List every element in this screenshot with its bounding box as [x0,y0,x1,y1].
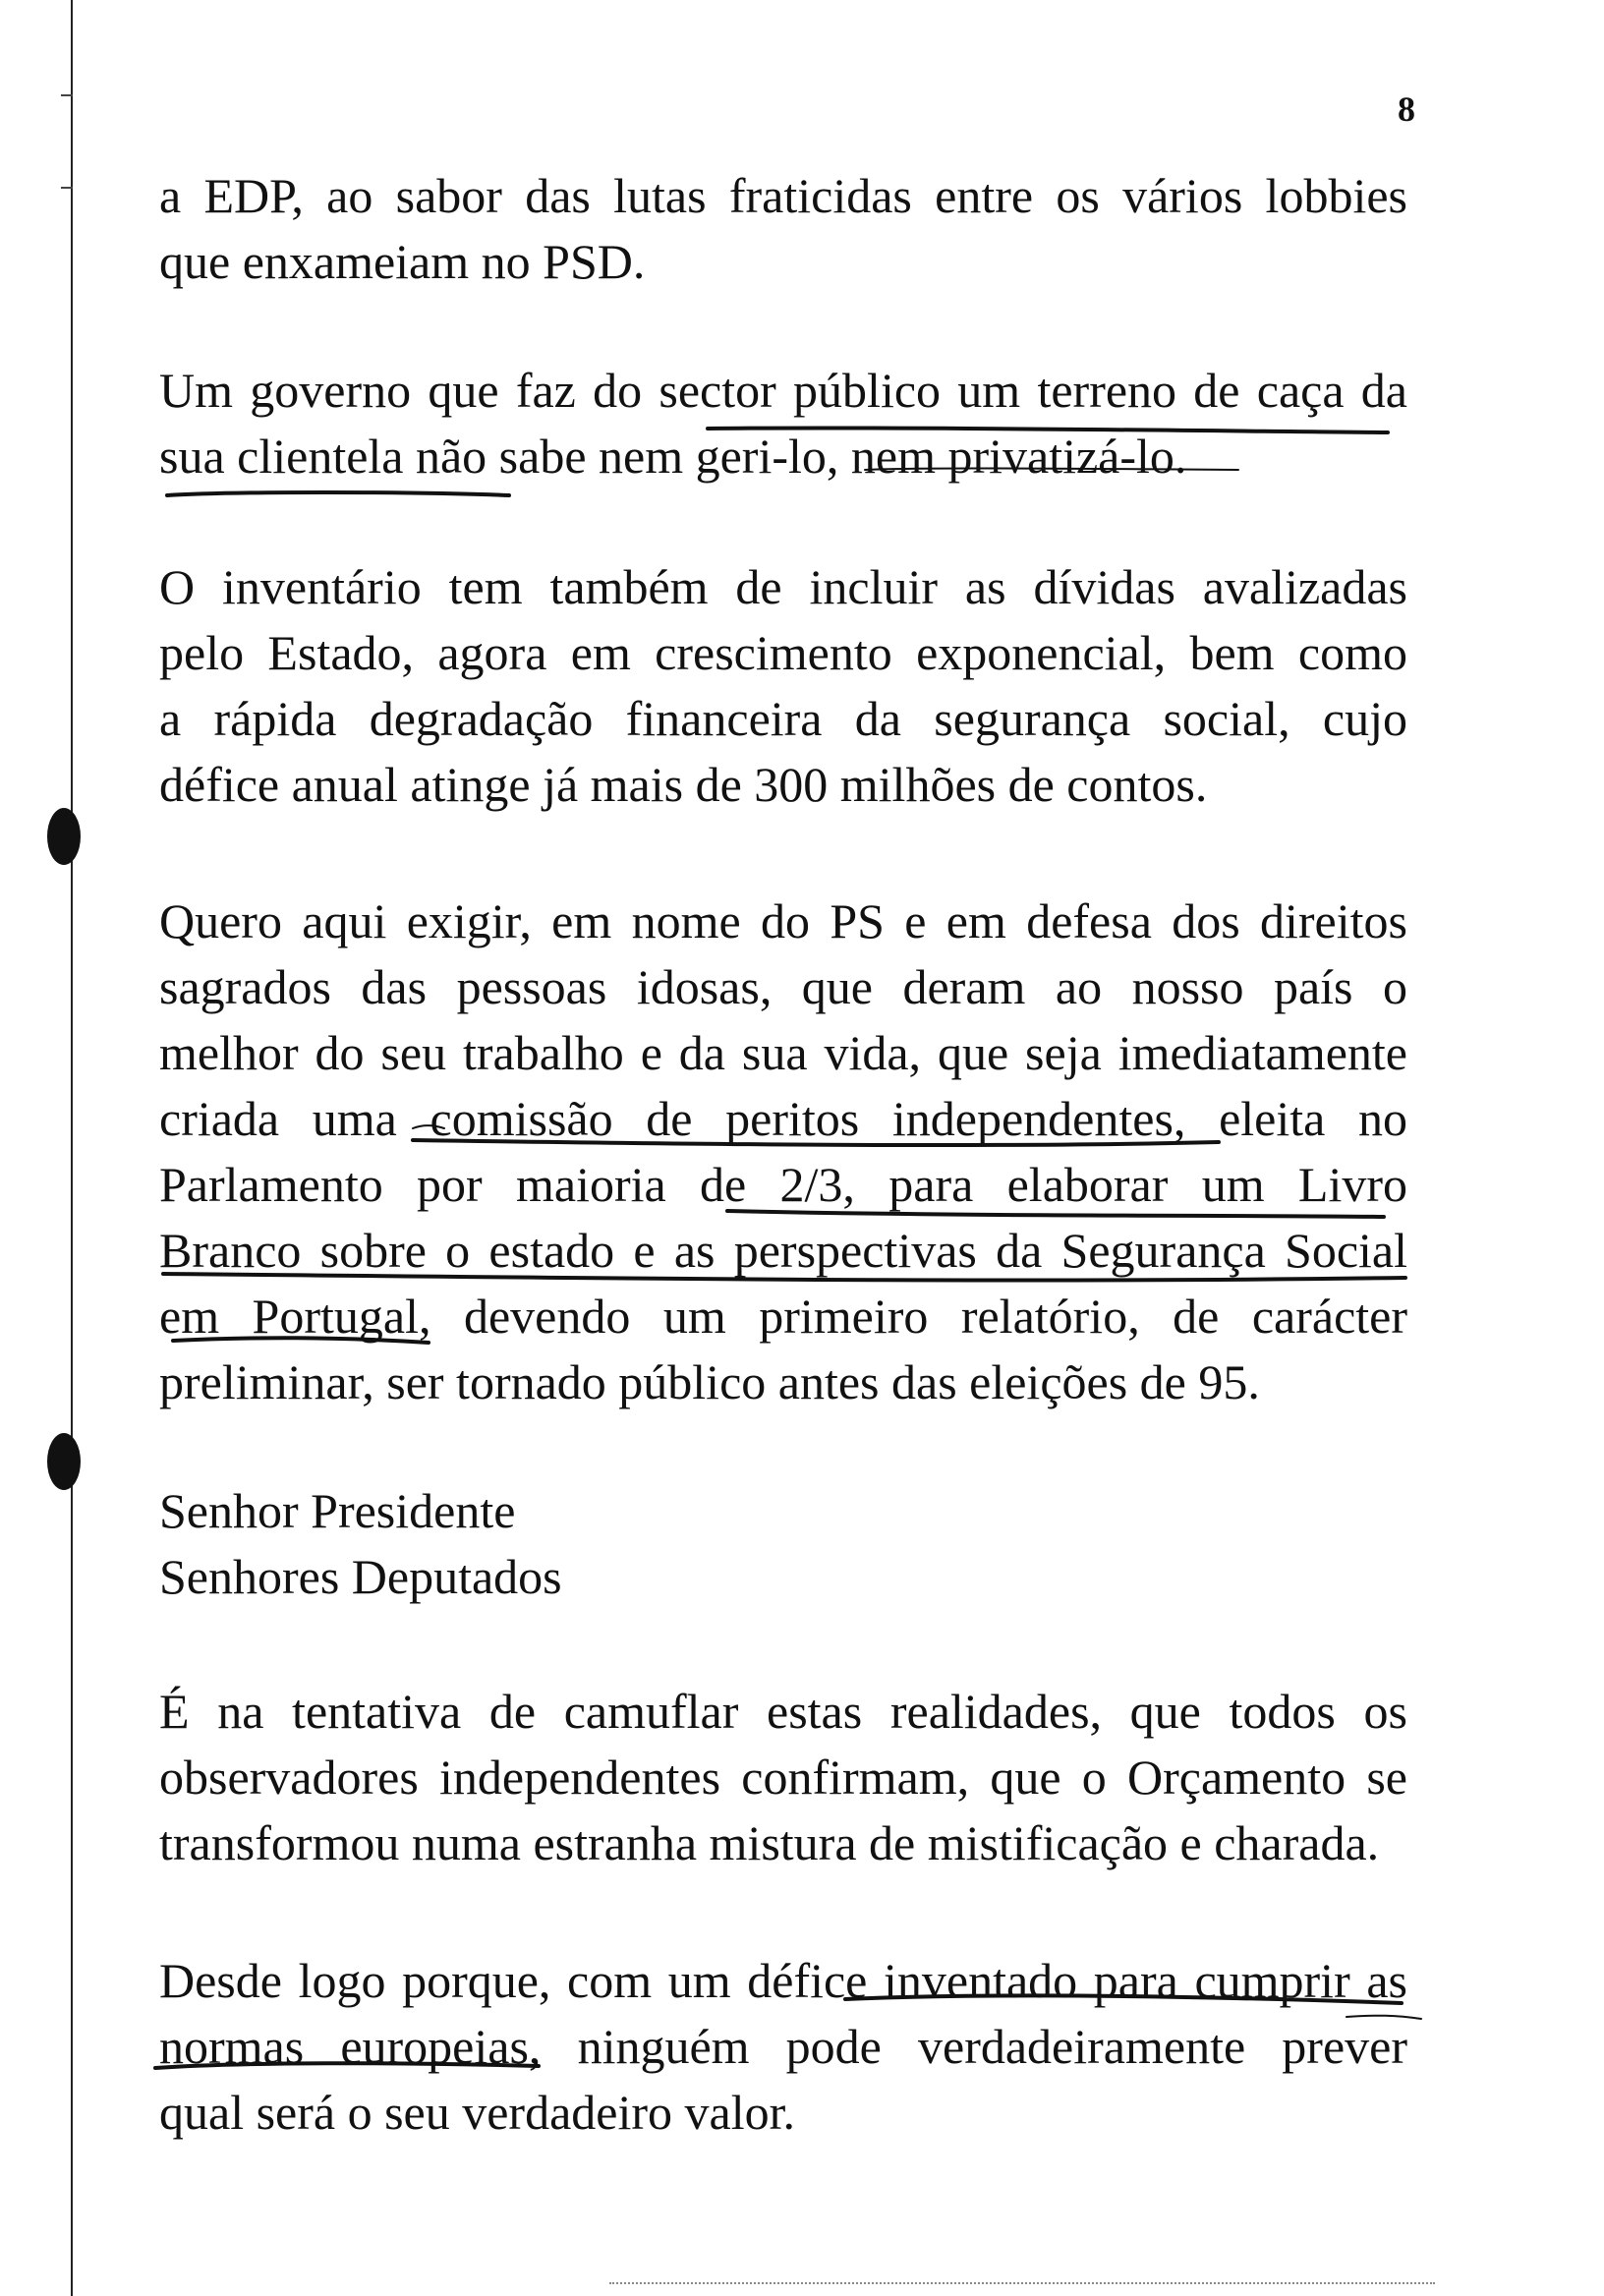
text-line: Quero aqui exigir, em nome do PS e em defesa dos direitos [159,893,1407,948]
text-line: a rápida degradação financeira da segurança social, cujo [159,691,1407,746]
text-line: melhor do seu trabalho e da sua vida, que seja imediatamente [159,1025,1407,1080]
bottom-scan-edge [609,2282,1435,2284]
punch-hole [47,808,81,865]
text-line: Desde logo porque, com um défice inventado para cumprir as [159,1953,1407,2008]
pen-underline [167,492,509,495]
text-line: em Portugal, devendo um primeiro relatório, de carácter [159,1289,1407,1344]
paragraph-3 [159,554,1407,818]
text-line: qual será o seu verdadeiro valor. [159,2085,795,2140]
text-line: normas europeias, ninguém pode verdadeiramente prever [159,2019,1407,2074]
page-left-border [71,0,73,2296]
margin-tick [61,187,73,189]
page-number: 8 [1398,89,1415,129]
text-line: a EDP, ao sabor das lutas fraticidas entre os vários lobbies [159,168,1407,223]
paragraph-2 [159,358,1407,489]
text-line: preliminar, ser tornado público antes das eleições de 95. [159,1354,1260,1409]
text-line: Parlamento por maioria de 2/3, para elaborar um Livro [159,1157,1407,1212]
text-line: Senhor Presidente [159,1483,516,1538]
text-line: défice anual atinge já mais de 300 milhões de contos. [159,757,1208,812]
text-line: Um governo que faz do sector público um terreno de caça da [159,363,1407,418]
text-line: pelo Estado, agora em crescimento exponencial, bem como [159,625,1407,680]
text-line: sua clientela não sabe nem geri-lo, nem privatizá-lo. [159,429,1187,484]
punch-hole [47,1433,81,1490]
text-line: Branco sobre o estado e as perspectivas da Segurança Social [159,1223,1407,1278]
paragraph-1 [159,163,1407,295]
text-line: É na tentativa de camuflar estas realidades, que todos os [159,1684,1407,1739]
paragraph-7 [159,1948,1407,2146]
margin-tick [61,94,73,96]
text-line: O inventário tem também de incluir as dívidas avalizadas [159,559,1407,614]
text-line: Senhores Deputados [159,1549,562,1604]
paragraph-6 [159,1679,1407,1876]
text-line: sagrados das pessoas idosas, que deram ao nosso país o [159,959,1407,1014]
text-line: que enxameiam no PSD. [159,234,646,289]
salutation [159,1478,562,1610]
text-line: transformou numa estranha mistura de mistificação e charada. [159,1815,1380,1870]
paragraph-4 [159,889,1407,1415]
text-line: criada uma comissão de peritos independentes, eleita no [159,1091,1407,1146]
text-line: observadores independentes confirmam, que o Orçamento se [159,1750,1407,1805]
